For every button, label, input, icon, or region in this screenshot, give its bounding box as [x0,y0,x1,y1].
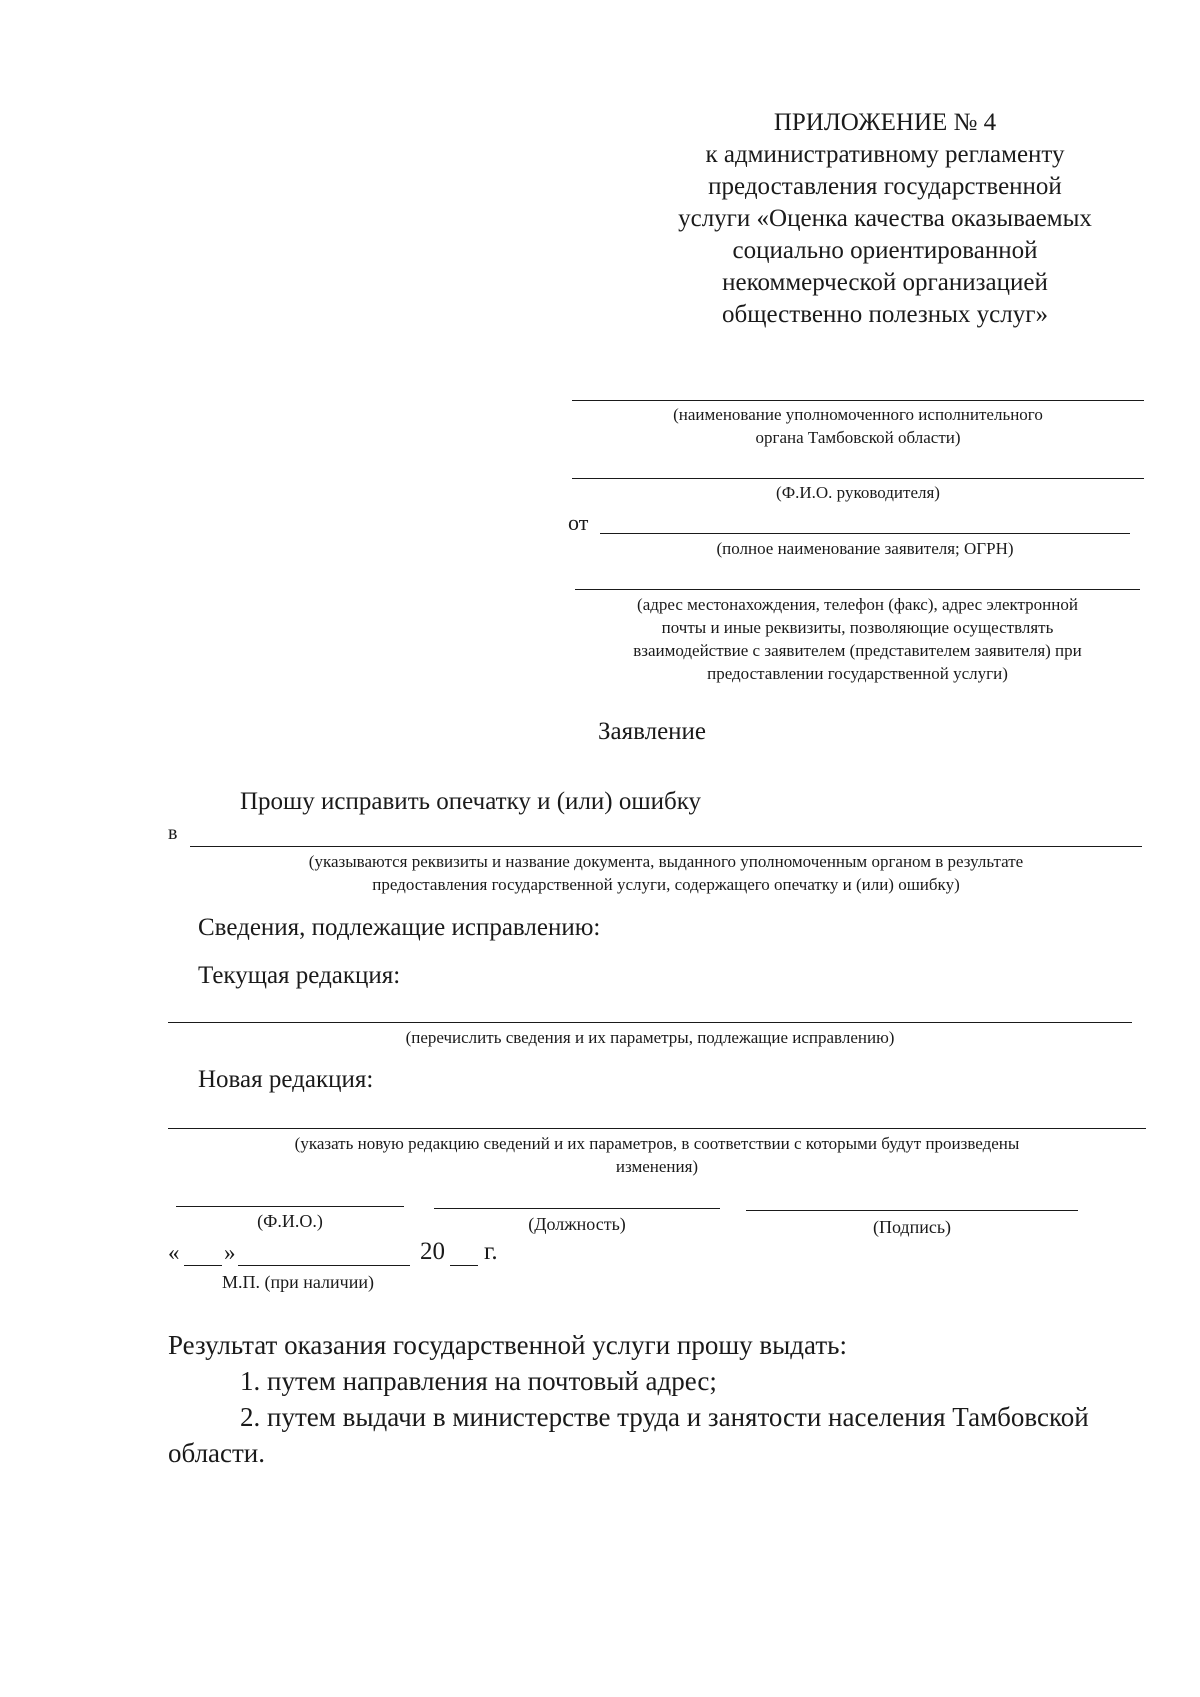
applicant-contacts-field[interactable] [575,589,1140,590]
year-prefix: 20 [420,1238,445,1265]
seal-caption: М.П. (при наличии) [222,1272,374,1292]
result-heading: Результат оказания государственной услуги прошу выдать: [168,1330,847,1360]
authority-caption-1: (наименование уполномоченного исполнительного [673,405,1043,424]
contacts-caption-2: почты и иные реквизиты, позволяющие осуществлять [661,618,1054,637]
new-edition-field[interactable] [168,1128,1146,1129]
document-caption-1: (указываются реквизиты и название документа, выданного уполномоченным органом в результате [308,852,1024,871]
applicant-name-field[interactable] [600,533,1130,534]
from-label: от [568,510,589,535]
signer-position-caption: (Должность) [528,1214,626,1234]
in-label: в [168,822,178,844]
authority-name-field[interactable] [572,400,1144,401]
date-close-quote: » [224,1240,236,1265]
contacts-caption-4: предоставлении государственной услуги) [707,664,1008,683]
appendix-line-6: общественно полезных услуг» [721,301,1049,328]
current-edition-label: Текущая редакция: [198,962,401,989]
year-suffix: г. [484,1238,498,1265]
appendix-title: ПРИЛОЖЕНИЕ № 4 [773,109,997,136]
result-option-1: 1. путем направления на почтовый адрес; [240,1366,717,1396]
signer-name-caption: (Ф.И.О.) [257,1211,323,1231]
authority-caption-2: органа Тамбовской области) [755,428,961,447]
appendix-line-5: некоммерческой организацией [722,269,1048,296]
signer-name-field[interactable] [176,1206,404,1207]
request-text: Прошу исправить опечатку и (или) ошибку [240,788,702,815]
result-option-2-line-2: области. [168,1438,266,1468]
contacts-caption-1: (адрес местонахождения, телефон (факс), адрес электронной [637,595,1078,614]
corrections-heading: Сведения, подлежащие исправлению: [198,914,601,941]
appendix-line-4: социально ориентированной [732,237,1038,264]
current-edition-caption: (перечислить сведения и их параметры, подлежащие исправлению) [405,1028,895,1047]
new-edition-caption-1: (указать новую редакцию сведений и их параметров, в соответствии с которыми будут произведены [294,1134,1020,1153]
result-option-2-line-1: 2. путем выдачи в министерстве труда и занятости населения Тамбовской [240,1402,1089,1432]
document-details-field[interactable] [190,846,1142,847]
new-edition-caption-2: изменения) [615,1157,699,1176]
document-caption-2: предоставления государственной услуги, содержащего опечатку и (или) ошибку) [372,875,960,894]
date-day-field[interactable] [184,1265,222,1266]
current-edition-field[interactable] [168,1022,1132,1023]
head-name-field[interactable] [572,478,1144,479]
appendix-line-2: предоставления государственной [708,173,1062,200]
statement-title: Заявление [598,718,707,745]
head-name-caption: (Ф.И.О. руководителя) [776,483,940,502]
applicant-caption: (полное наименование заявителя; ОГРН) [716,539,1014,558]
signer-position-field[interactable] [434,1208,720,1209]
signature-caption: (Подпись) [872,1217,952,1237]
new-edition-label: Новая редакция: [198,1066,374,1093]
appendix-line-3: услуги «Оценка качества оказываемых [678,205,1092,232]
appendix-line-1: к административному регламенту [705,141,1065,168]
contacts-caption-3: взаимодействие с заявителем (представителем заявителя) при [633,641,1082,660]
date-month-field[interactable] [238,1265,410,1266]
date-year-field[interactable] [450,1265,478,1266]
signature-field[interactable] [746,1210,1078,1211]
date-open-quote: « [168,1240,180,1265]
